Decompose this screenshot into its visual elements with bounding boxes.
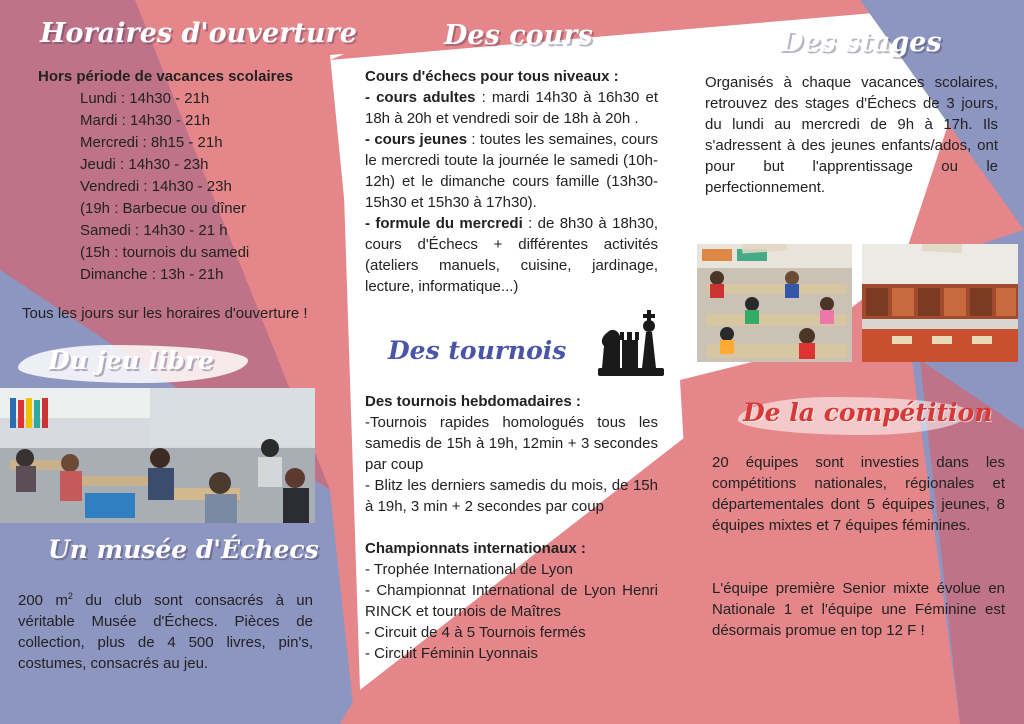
hours-line: Lundi : 14h30 - 21h — [80, 90, 210, 107]
internship-photo-1 — [697, 244, 852, 362]
museum-text-sup: 2 — [67, 591, 73, 601]
courses-wednesday — [365, 213, 658, 297]
courses-adults — [365, 87, 658, 129]
competition-title: De la compétition — [743, 398, 993, 427]
intl-item: - Circuit Féminin Lyonnais — [365, 645, 538, 662]
chess-pieces-icon — [596, 306, 666, 378]
tournaments-title: Des tournois — [388, 336, 567, 365]
intl-item: - Trophée International de Lyon — [365, 561, 573, 578]
hours-line: (15h : tournois du samedi — [80, 244, 250, 261]
hours-line: (19h : Barbecue ou dîner — [80, 200, 246, 217]
hours-line: Mardi : 14h30 - 21h — [80, 112, 211, 129]
adults-text: : mardi 14h30 à 16h30 et 18h à 20h et vendredi soir de 18h à 20h . — [365, 89, 658, 127]
wednesday-label: - formule du mercredi — [365, 215, 523, 232]
weekly-item-2: - Blitz les derniers samedis du mois, de 15h à 19h, 3 min + 2 secondes par coup — [365, 477, 658, 515]
senior-text: L'équipe première Senior mixte évolue en Nationale 1 et l'équipe une Féminine est désormais promue en top 12 F ! — [712, 580, 1005, 639]
hours-subtitle: Hors période de vacances scolaires — [38, 68, 294, 85]
courses-youth — [365, 129, 658, 213]
intl-heading: Championnats internationaux : — [365, 540, 586, 557]
intl-list — [365, 559, 658, 664]
hours-line: Mercredi : 8h15 - 21h — [80, 134, 223, 151]
youth-label: - cours jeunes — [365, 131, 468, 148]
intl-item: - Circuit de 4 à 5 Tournois fermés — [365, 624, 586, 641]
hours-line: Vendredi : 14h30 - 23h — [80, 178, 232, 195]
museum-text-b: du club sont consacrés à un véritable Musée d'Échecs. Pièces de collection, plus de 4 500 livres, pin's, costumes, consacrés au jeu. — [18, 592, 313, 672]
wednesday-text: : de 8h30 à 18h30, cours d'Échecs + différentes activités (ateliers manuels, cuisine, jardinage, lecture, informatique...) — [365, 215, 658, 295]
courses-block — [365, 66, 658, 297]
tournaments-block — [365, 391, 658, 664]
hours-line: Samedi : 14h30 - 21 h — [80, 222, 228, 239]
weekly-item-1: -Tournois rapides homologués tous les samedis de 15h à 19h, 12min + 3 secondes par coup — [365, 414, 658, 473]
hours-line: Dimanche : 13h - 21h — [80, 266, 224, 283]
free-play-title: Du jeu libre — [48, 346, 214, 375]
youth-text: : toutes les semaines, cours le mercredi toute la journée le samedi (10h-12h) et le dimanche cours famille (13h30-15h30 et 15h30 à 17h30). — [365, 131, 658, 211]
hours-block — [38, 66, 318, 286]
competition-text: 20 équipes sont investies dans les compétitions nationales, régionales et départementales dont 5 équipes jeunes, 8 équipes mixtes et 7 équipes féminines. — [712, 454, 1005, 534]
every-day-text: Tous les jours sur les horaires d'ouverture ! — [22, 305, 308, 322]
hours-list — [38, 88, 318, 286]
internships-text: Organisés à chaque vacances scolaires, retrouvez des stages d'Échecs de 3 jours, du lundi au mercredi de 9h à 17h. Ils s'adressent à des jeunes enfants/ados, ont pour but l'apprentissage ou le perfectionnement. — [705, 74, 998, 196]
internship-photo-2 — [862, 244, 1018, 362]
intl-item: - Championnat International de Lyon Henri RINCK et tournois de Maîtres — [365, 582, 658, 620]
museum-text — [18, 590, 313, 674]
museum-title: Un musée d'Échecs — [48, 535, 319, 564]
hours-line: Jeudi : 14h30 - 23h — [80, 156, 209, 173]
hours-title: Horaires d'ouverture — [40, 18, 357, 49]
free-play-photo — [0, 388, 315, 523]
internships-title: Des stages — [780, 27, 942, 58]
weekly-heading: Des tournois hebdomadaires : — [365, 393, 581, 410]
courses-title: Des cours — [444, 20, 593, 51]
museum-text-a: 200 m — [18, 592, 68, 609]
courses-intro: Cours d'échecs pour tous niveaux : — [365, 68, 619, 85]
adults-label: - cours adultes — [365, 89, 476, 106]
